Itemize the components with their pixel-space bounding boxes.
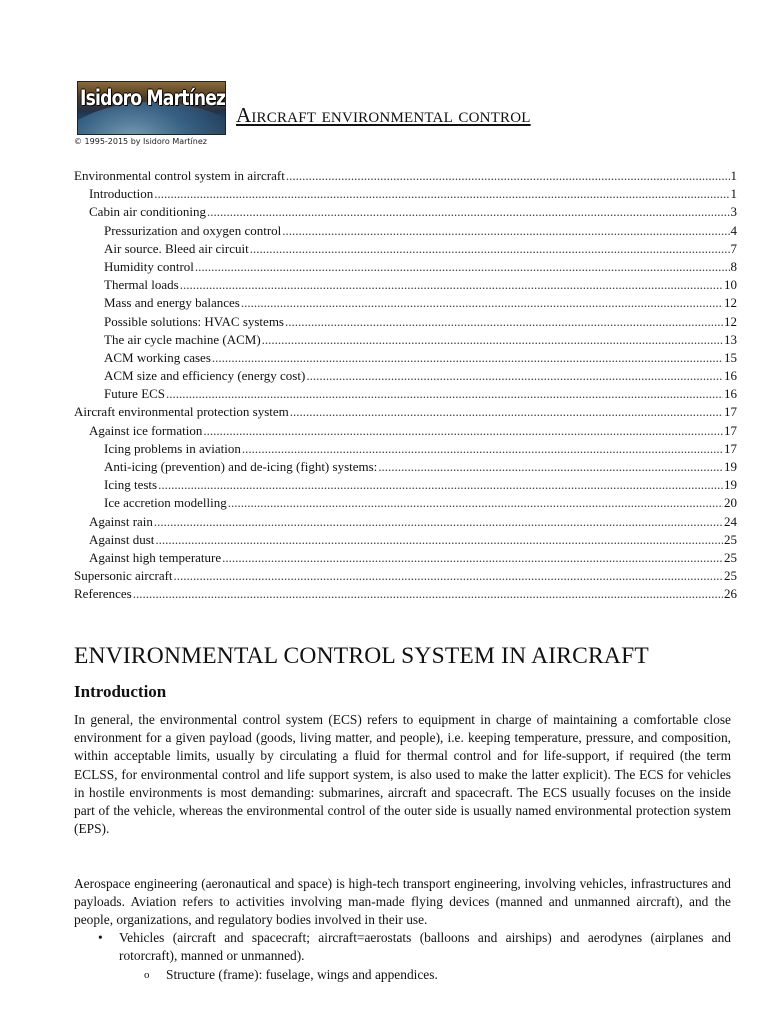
sub-list-item-text: Structure (frame): fuselage, wings and appendices. <box>166 967 438 982</box>
toc-entry-label: ACM size and efficiency (energy cost) <box>104 368 306 384</box>
sub-bullet-mark: o <box>144 969 150 981</box>
toc-entry-page: 13 <box>724 331 737 347</box>
toc-entry-label: Against dust <box>89 531 155 547</box>
toc-entry-label: Thermal loads <box>104 277 179 293</box>
toc-leader-dots <box>306 367 723 385</box>
toc-leader-dots <box>290 403 723 421</box>
toc-entry-page: 16 <box>724 386 737 402</box>
toc-entry-page: 25 <box>724 568 737 584</box>
toc-leader-dots <box>133 585 723 603</box>
toc-entry-page: 15 <box>724 349 737 365</box>
toc-entry[interactable] <box>74 367 737 385</box>
toc-leader-dots <box>242 440 723 458</box>
toc-entry-label: Introduction <box>89 186 154 202</box>
toc-entry-label: Ice accretion modelling <box>104 495 227 511</box>
toc-leader-dots <box>282 222 729 240</box>
toc-entry[interactable] <box>74 258 737 276</box>
intro-paragraph-2: Aerospace engineering (aeronautical and space) is high-tech transport engineering, involving vehicles, infrastructures and payloads. Aviation refers to activities involving man-made flying devices (manned and unmanned aircraft), and the people, organizations, and regulatory bodies involved in their use. <box>74 876 731 928</box>
toc-entry-label: Supersonic aircraft <box>74 568 173 584</box>
toc-leader-dots <box>241 294 723 312</box>
toc-entry-label: Mass and energy balances <box>104 295 240 311</box>
toc-leader-dots <box>250 240 730 258</box>
toc-leader-dots <box>154 185 729 203</box>
toc-entry-label: Against rain <box>89 513 153 529</box>
toc-entry[interactable] <box>74 185 737 203</box>
toc-entry[interactable] <box>74 440 737 458</box>
toc-leader-dots <box>228 494 723 512</box>
logo-text: Isidoro Martínez <box>80 86 226 110</box>
toc-entry-page: 25 <box>724 549 737 565</box>
toc-entry-page: 3 <box>730 204 737 220</box>
toc-leader-dots <box>262 331 723 349</box>
toc-entry-label: Against high temperature <box>89 549 222 565</box>
bullet-mark: • <box>98 930 103 945</box>
toc-leader-dots <box>174 567 723 585</box>
toc-leader-dots <box>222 549 723 567</box>
toc-entry-page: 7 <box>730 240 737 256</box>
toc-entry-page: 1 <box>730 186 737 202</box>
toc-entry-page: 25 <box>724 531 737 547</box>
toc-entry[interactable] <box>74 294 737 312</box>
toc-entry-label: Humidity control <box>104 258 194 274</box>
toc-leader-dots <box>203 422 723 440</box>
toc-entry-label: Pressurization and oxygen control <box>104 222 282 238</box>
toc-entry[interactable] <box>74 276 737 294</box>
toc-entry[interactable] <box>74 458 737 476</box>
section-heading: ENVIRONMENTAL CONTROL SYSTEM IN AIRCRAFT <box>74 643 649 669</box>
toc-entry[interactable] <box>74 222 737 240</box>
toc-entry[interactable] <box>74 476 737 494</box>
toc-entry[interactable] <box>74 531 737 549</box>
toc-entry-label: Future ECS <box>104 386 166 402</box>
toc-entry-page: 4 <box>730 222 737 238</box>
toc-entry-page: 17 <box>724 422 737 438</box>
toc-entry[interactable] <box>74 167 737 185</box>
toc-leader-dots <box>286 167 730 185</box>
toc-entry-label: Cabin air conditioning <box>89 204 206 220</box>
toc-entry[interactable] <box>74 385 737 403</box>
toc-entry-page: 16 <box>724 368 737 384</box>
toc-entry-page: 10 <box>724 277 737 293</box>
toc-leader-dots <box>158 476 723 494</box>
toc-entry-label: Against ice formation <box>89 422 203 438</box>
toc-entry[interactable] <box>74 585 737 603</box>
intro-paragraph-1: In general, the environmental control system (ECS) refers to equipment in charge of maintaining a comfortable close environment for a given payload (goods, living matter, and people), i.e. keeping temperature, pressure, and composition, within acceptable limits, usually by circulating a fluid for thermal control and for life-support, if required (the term ECLSS, for environmental control and life support system, is also used to make the latter explicit). The ECS for vehicles in hostile environments is most demanding: submarines, aircraft and spacecraft. The ECS usually focuses on the inside part of the vehicle, whereas the environmental control of the outer side is usually named environmental protection system (EPS). <box>74 712 731 837</box>
toc-entry-page: 19 <box>724 459 737 474</box>
table-of-contents <box>74 167 737 604</box>
toc-entry-page: 17 <box>724 404 737 420</box>
toc-entry-label: Environmental control system in aircraft <box>74 168 285 183</box>
toc-entry[interactable] <box>74 331 737 349</box>
toc-leader-dots <box>195 258 730 276</box>
toc-entry-label: Anti-icing (prevention) and de-icing (fight) systems: <box>104 459 378 474</box>
toc-leader-dots <box>378 458 723 476</box>
toc-entry-label: Air source. Bleed air circuit <box>104 240 249 256</box>
toc-entry-page: 12 <box>724 295 737 311</box>
toc-entry-page: 24 <box>724 513 737 529</box>
author-logo <box>77 81 226 135</box>
toc-leader-dots <box>180 276 723 294</box>
toc-entry[interactable] <box>74 240 737 258</box>
toc-entry-label: The air cycle machine (ACM) <box>104 331 261 347</box>
toc-entry-label: References <box>74 586 132 602</box>
toc-entry[interactable] <box>74 567 737 585</box>
toc-entry-page: 12 <box>724 313 737 329</box>
toc-leader-dots <box>166 385 723 403</box>
toc-entry-label: Possible solutions: HVAC systems <box>104 313 284 329</box>
toc-entry-label: Icing tests <box>104 477 158 493</box>
list-item-text: Vehicles (aircraft and spacecraft; aircraft=aerostats (balloons and airships) and aerodynes (airplanes and rotorcraft), manned or unmanned). <box>119 930 731 964</box>
toc-leader-dots <box>285 313 723 331</box>
toc-entry-page: 26 <box>724 586 737 602</box>
subsection-heading: Introduction <box>74 682 167 701</box>
toc-entry[interactable] <box>74 349 737 367</box>
toc-entry-label: Icing problems in aviation <box>104 440 241 456</box>
toc-leader-dots <box>212 349 723 367</box>
toc-leader-dots <box>154 513 723 531</box>
toc-entry[interactable] <box>74 422 737 440</box>
toc-entry[interactable] <box>74 313 737 331</box>
toc-leader-dots <box>155 531 723 549</box>
toc-entry-page: 1 <box>730 168 737 183</box>
toc-entry-label: Aircraft environmental protection system <box>74 404 289 420</box>
toc-entry-label: ACM working cases <box>104 349 211 365</box>
toc-entry[interactable] <box>74 513 737 531</box>
copyright-notice: © 1995-2015 by Isidoro Martínez <box>74 137 207 146</box>
toc-entry-page: 20 <box>724 495 737 511</box>
toc-leader-dots <box>207 203 730 221</box>
toc-entry-page: 17 <box>724 440 737 456</box>
toc-entry[interactable] <box>74 203 737 221</box>
document-title: Aircraft environmental control <box>236 103 531 127</box>
toc-entry[interactable] <box>74 549 737 567</box>
toc-entry-page: 8 <box>730 258 737 274</box>
toc-entry[interactable] <box>74 494 737 512</box>
toc-entry[interactable] <box>74 403 737 421</box>
toc-entry-page: 19 <box>724 477 737 493</box>
